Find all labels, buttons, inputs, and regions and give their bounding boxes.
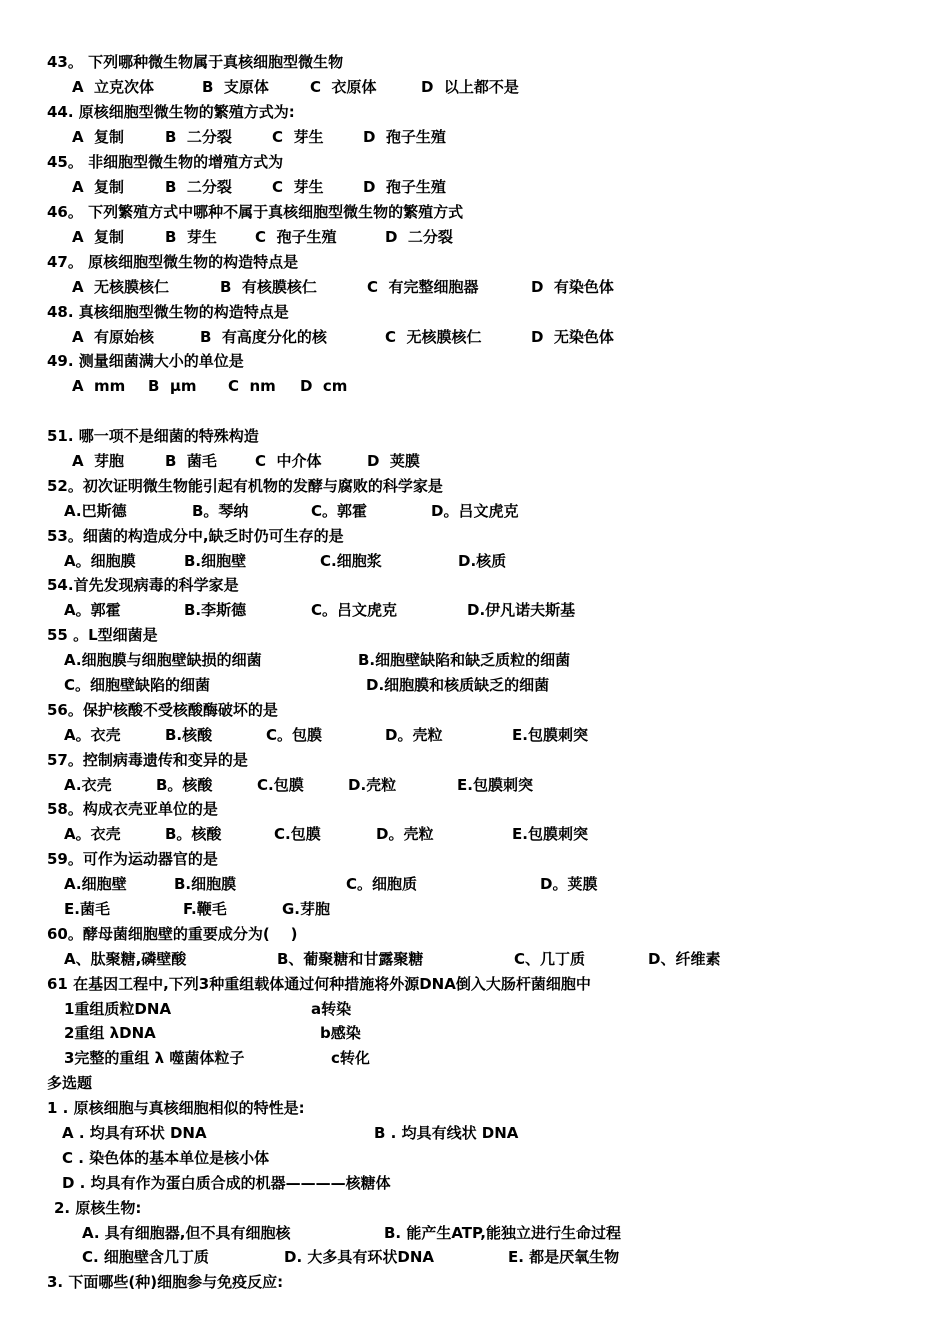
option-q57-opts-2: C.包膜	[257, 776, 304, 794]
option-q46-opts-0: A 复制	[72, 228, 125, 246]
line-m1-opts-1	[0, 1121, 950, 1146]
text-q54-0: 54.首先发现病毒的科学家是	[47, 576, 239, 594]
option-q57-opts-4: E.包膜刺突	[457, 776, 533, 794]
text-q61-0: 61 在基因工程中,下列3种重组载体通过何种措施将外源DNA倒入大肠杆菌细胞中	[47, 975, 591, 993]
text-m1-opts-2-0: C . 染色体的基本单位是核小体	[62, 1149, 270, 1167]
text-m1-0: 1 . 原核细胞与真核细胞相似的特性是:	[47, 1099, 305, 1117]
option-q43-opts-1: B 支原体	[202, 78, 269, 96]
line-q58	[0, 797, 950, 822]
option-q61-row2-1: b感染	[320, 1024, 361, 1042]
line-q51	[0, 424, 950, 449]
option-q61-row1-1: a转染	[311, 1000, 352, 1018]
option-q45-opts-3: D 孢子生殖	[363, 178, 446, 196]
text-q51-0: 51. 哪一项不是细菌的特殊构造	[47, 427, 259, 445]
option-q52-opts-2: C。郭霍	[311, 502, 368, 520]
option-q59-opts-1-3: D。荚膜	[540, 875, 598, 893]
line-q47	[0, 250, 950, 275]
line-q51-opts	[0, 449, 950, 474]
option-q51-opts-2: C 中介体	[255, 452, 322, 470]
text-m3-0: 3. 下面哪些(种)细胞参与免疫反应:	[47, 1273, 284, 1291]
text-q58-0: 58。构成衣壳亚单位的是	[47, 800, 218, 818]
option-q48-opts-1: B 有高度分化的核	[200, 328, 327, 346]
line-m2-opts-1	[0, 1221, 950, 1246]
text-q56-0: 56。保护核酸不受核酸酶破坏的是	[47, 701, 278, 719]
line-q49	[0, 349, 950, 374]
line-q52-opts	[0, 499, 950, 524]
text-q57-0: 57。控制病毒遗传和变异的是	[47, 751, 248, 769]
line-q53-opts	[0, 549, 950, 574]
line-q54	[0, 573, 950, 598]
option-q61-row3-1: c转化	[331, 1049, 370, 1067]
option-q49-opts-2: C nm	[228, 377, 276, 395]
text-q53-0: 53。细菌的构造成分中,缺乏时仍可生存的是	[47, 527, 344, 545]
option-q55-opts-1-1: B.细胞壁缺陷和缺乏质粒的细菌	[358, 651, 571, 669]
option-q60-opts-0: A、肽聚糖,磷壁酸	[64, 950, 187, 968]
option-q58-opts-0: A。衣壳	[64, 825, 121, 843]
line-q58-opts	[0, 822, 950, 847]
line-section-multi	[0, 1071, 950, 1096]
option-q61-row2-0: 2重组 λDNA	[64, 1024, 156, 1042]
line-q49-opts	[0, 374, 950, 399]
option-q55-opts-2-0: C。细胞壁缺陷的细菌	[64, 676, 211, 694]
option-q56-opts-0: A。衣壳	[64, 726, 121, 744]
option-m2-opts-2-2: E. 都是厌氧生物	[508, 1248, 620, 1266]
line-q60	[0, 922, 950, 947]
option-q56-opts-1: B.核酸	[165, 726, 213, 744]
option-m2-opts-1-1: B. 能产生ATP,能独立进行生命过程	[384, 1224, 621, 1242]
line-q59-opts-1	[0, 872, 950, 897]
text-section-multi-0: 多选题	[47, 1074, 93, 1092]
line-q55-opts-2	[0, 673, 950, 698]
option-q48-opts-2: C 无核膜核仁	[385, 328, 482, 346]
line-q60-opts	[0, 947, 950, 972]
option-q51-opts-1: B 菌毛	[165, 452, 217, 470]
option-q46-opts-3: D 二分裂	[385, 228, 453, 246]
option-m2-opts-1-0: A. 具有细胞器,但不具有细胞核	[82, 1224, 291, 1242]
option-q55-opts-1-0: A.细胞膜与细胞壁缺损的细菌	[64, 651, 262, 669]
option-q48-opts-0: A 有原始核	[72, 328, 155, 346]
text-q43-0: 43。 下列哪种微生物属于真核细胞型微生物	[47, 53, 344, 71]
line-q45	[0, 150, 950, 175]
text-q55-0: 55 。L型细菌是	[47, 626, 158, 644]
line-q48-opts	[0, 325, 950, 350]
line-q55-opts-1	[0, 648, 950, 673]
option-q60-opts-1: B、葡聚糖和甘露聚糖	[277, 950, 424, 968]
line-q44-opts	[0, 125, 950, 150]
line-q61	[0, 972, 950, 997]
option-q54-opts-3: D.伊凡诺夫斯基	[467, 601, 576, 619]
option-q59-opts-1-1: B.细胞膜	[174, 875, 237, 893]
option-q49-opts-1: B μm	[148, 377, 197, 395]
line-q43-opts	[0, 75, 950, 100]
option-q48-opts-3: D 无染色体	[531, 328, 614, 346]
option-q43-opts-0: A 立克次体	[72, 78, 155, 96]
line-q61-row2	[0, 1021, 950, 1046]
option-m1-opts-1-1: B . 均具有线状 DNA	[374, 1124, 519, 1142]
option-q47-opts-0: A 无核膜核仁	[72, 278, 170, 296]
option-q47-opts-1: B 有核膜核仁	[220, 278, 317, 296]
option-q53-opts-3: D.核质	[458, 552, 507, 570]
option-q57-opts-3: D.壳粒	[348, 776, 397, 794]
option-q58-opts-1: B。核酸	[165, 825, 222, 843]
option-q49-opts-0: A mm	[72, 377, 126, 395]
text-q49-0: 49. 测量细菌满大小的单位是	[47, 352, 244, 370]
line-q56	[0, 698, 950, 723]
option-q46-opts-2: C 孢子生殖	[255, 228, 337, 246]
option-q44-opts-0: A 复制	[72, 128, 125, 146]
line-q45-opts	[0, 175, 950, 200]
line-q53	[0, 524, 950, 549]
line-q61-row3	[0, 1046, 950, 1071]
option-q56-opts-3: D。壳粒	[385, 726, 443, 744]
line-q55	[0, 623, 950, 648]
text-m1-opts-3-0: D . 均具有作为蛋白质合成的机器————核糖体	[62, 1174, 391, 1192]
option-q56-opts-2: C。包膜	[266, 726, 323, 744]
option-m2-opts-2-1: D. 大多具有环状DNA	[284, 1248, 434, 1266]
option-m1-opts-1-0: A . 均具有环状 DNA	[62, 1124, 207, 1142]
option-q47-opts-2: C 有完整细胞器	[367, 278, 479, 296]
line-q44	[0, 100, 950, 125]
line-q57-opts	[0, 773, 950, 798]
option-q49-opts-3: D cm	[300, 377, 348, 395]
line-m3	[0, 1270, 950, 1295]
option-q52-opts-1: B。琴纳	[192, 502, 249, 520]
option-q54-opts-0: A。郭霍	[64, 601, 121, 619]
option-q53-opts-1: B.细胞壁	[184, 552, 247, 570]
line-m1	[0, 1096, 950, 1121]
text-q60-0: 60。酵母菌细胞壁的重要成分为( )	[47, 925, 298, 943]
line-m1-opts-2	[0, 1146, 950, 1171]
option-q61-row3-0: 3完整的重组 λ 噬菌体粒子	[64, 1049, 245, 1067]
option-q47-opts-3: D 有染色体	[531, 278, 614, 296]
line-q48	[0, 300, 950, 325]
text-q59-0: 59。可作为运动器官的是	[47, 850, 218, 868]
option-q55-opts-2-1: D.细胞膜和核质缺乏的细菌	[366, 676, 550, 694]
line-q54-opts	[0, 598, 950, 623]
option-q52-opts-0: A.巴斯德	[64, 502, 127, 520]
option-q54-opts-1: B.李斯德	[184, 601, 247, 619]
line-q59	[0, 847, 950, 872]
option-q59-opts-2-2: G.芽胞	[282, 900, 331, 918]
option-q43-opts-2: C 衣原体	[310, 78, 377, 96]
text-q45-0: 45。 非细胞型微生物的增殖方式为	[47, 153, 284, 171]
option-q53-opts-2: C.细胞浆	[320, 552, 382, 570]
option-q59-opts-1-0: A.细胞壁	[64, 875, 127, 893]
option-q45-opts-0: A 复制	[72, 178, 125, 196]
option-q58-opts-2: C.包膜	[274, 825, 321, 843]
text-q52-0: 52。初次证明微生物能引起有机物的发酵与腐败的科学家是	[47, 477, 443, 495]
line-q56-opts	[0, 723, 950, 748]
option-q58-opts-3: D。壳粒	[376, 825, 434, 843]
line-m2	[0, 1196, 950, 1221]
option-q60-opts-2: C、几丁质	[514, 950, 586, 968]
text-q46-0: 46。 下列繁殖方式中哪种不属于真核细胞型微生物的繁殖方式	[47, 203, 464, 221]
line-q46-opts	[0, 225, 950, 250]
option-q53-opts-0: A。细胞膜	[64, 552, 136, 570]
line-q46	[0, 200, 950, 225]
option-q45-opts-1: B 二分裂	[165, 178, 232, 196]
option-q57-opts-1: B。核酸	[156, 776, 213, 794]
option-q51-opts-3: D 荚膜	[367, 452, 420, 470]
text-q47-0: 47。 原核细胞型微生物的构造特点是	[47, 253, 299, 271]
option-q43-opts-3: D 以上都不是	[421, 78, 519, 96]
text-q44-0: 44. 原核细胞型微生物的繁殖方式为:	[47, 103, 295, 121]
option-q59-opts-2-1: F.鞭毛	[183, 900, 227, 918]
option-q44-opts-2: C 芽生	[272, 128, 324, 146]
option-q54-opts-2: C。吕文虎克	[311, 601, 398, 619]
option-q59-opts-2-0: E.菌毛	[64, 900, 110, 918]
option-q60-opts-3: D、纤维素	[648, 950, 721, 968]
line-m1-opts-3	[0, 1171, 950, 1196]
option-q59-opts-1-2: C。细胞质	[346, 875, 418, 893]
line-q59-opts-2	[0, 897, 950, 922]
option-q51-opts-0: A 芽胞	[72, 452, 125, 470]
line-q61-row1	[0, 997, 950, 1022]
text-m2-0: 2. 原核生物:	[54, 1199, 142, 1217]
option-m2-opts-2-0: C. 细胞壁含几丁质	[82, 1248, 209, 1266]
line-q52	[0, 474, 950, 499]
option-q61-row1-0: 1重组质粒DNA	[64, 1000, 172, 1018]
option-q44-opts-1: B 二分裂	[165, 128, 232, 146]
text-q48-0: 48. 真核细胞型微生物的构造特点是	[47, 303, 289, 321]
option-q56-opts-4: E.包膜刺突	[512, 726, 588, 744]
option-q52-opts-3: D。吕文虎克	[431, 502, 519, 520]
option-q46-opts-1: B 芽生	[165, 228, 217, 246]
option-q44-opts-3: D 孢子生殖	[363, 128, 446, 146]
line-q47-opts	[0, 275, 950, 300]
option-q58-opts-4: E.包膜刺突	[512, 825, 588, 843]
option-q57-opts-0: A.衣壳	[64, 776, 112, 794]
line-m2-opts-2	[0, 1245, 950, 1270]
option-q45-opts-2: C 芽生	[272, 178, 324, 196]
line-q43	[0, 50, 950, 75]
line-q57	[0, 748, 950, 773]
